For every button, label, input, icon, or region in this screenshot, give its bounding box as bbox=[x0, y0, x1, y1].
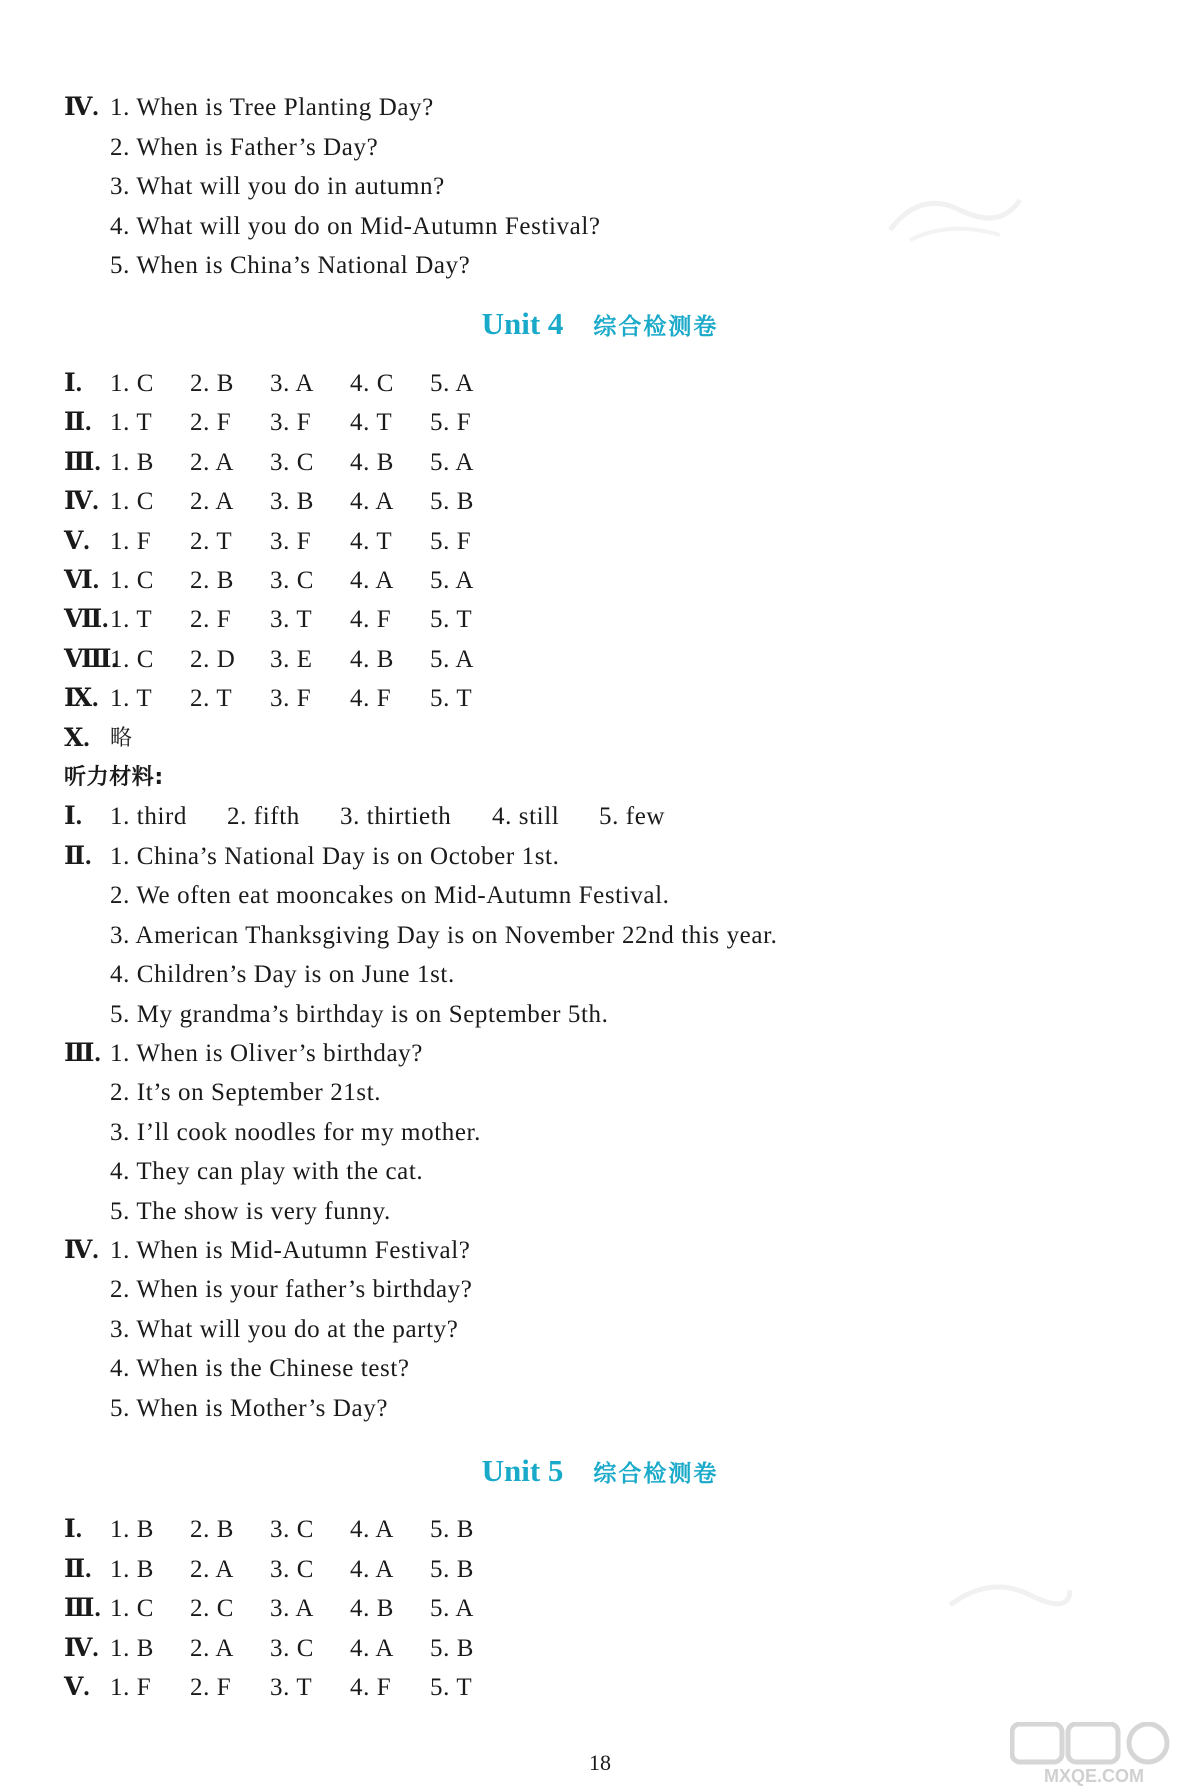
section-label: Ⅲ. bbox=[64, 1595, 101, 1622]
listening-item: 4. When is the Chinese test? bbox=[110, 1355, 410, 1382]
answer-item: 3. C bbox=[270, 1635, 315, 1662]
listening-row bbox=[0, 1113, 1200, 1153]
answer-line bbox=[0, 246, 1200, 286]
answer-row bbox=[0, 482, 1200, 522]
answer-row bbox=[0, 1629, 1200, 1669]
watermark-logo bbox=[1010, 1722, 1178, 1786]
section-label: Ⅰ. bbox=[64, 1516, 82, 1543]
answer-item: 1. C bbox=[110, 370, 155, 397]
listening-item: 1. third bbox=[110, 803, 188, 830]
answer-row bbox=[0, 1510, 1200, 1550]
section-label: Ⅲ. bbox=[64, 449, 101, 476]
unit-heading bbox=[0, 299, 1200, 349]
listening-item: 2. We often eat mooncakes on Mid-Autumn Festival. bbox=[110, 882, 670, 909]
answer-item: 5. A bbox=[430, 567, 475, 594]
answer-item: 5. B bbox=[430, 1556, 475, 1583]
answer-item: 2. D bbox=[190, 646, 236, 673]
answer-item: 1. F bbox=[110, 1674, 152, 1701]
answer-item: 2. F bbox=[190, 409, 232, 436]
listening-item: 1. When is Mid-Autumn Festival? bbox=[110, 1237, 471, 1264]
listening-item: 3. thirtieth bbox=[340, 803, 452, 830]
answer-item: 3. A bbox=[270, 370, 315, 397]
listening-heading-line bbox=[0, 758, 1200, 798]
answer-item: 3. E bbox=[270, 646, 313, 673]
answer-item: 3. F bbox=[270, 409, 312, 436]
answer-item: 5. T bbox=[430, 606, 473, 633]
answer-item: 2. A bbox=[190, 1635, 235, 1662]
listening-item: 4. Children’s Day is on June 1st. bbox=[110, 961, 455, 988]
answer-item: 2. B bbox=[190, 370, 235, 397]
answer-item: 1. T bbox=[110, 606, 153, 633]
section-label: Ⅸ. bbox=[64, 685, 99, 712]
listening-row bbox=[0, 1192, 1200, 1232]
listening-row bbox=[0, 916, 1200, 956]
answer-row bbox=[0, 600, 1200, 640]
unit-title: Unit 5 bbox=[481, 1453, 564, 1488]
answer-row bbox=[0, 522, 1200, 562]
section-label: Ⅴ. bbox=[64, 528, 90, 555]
listening-item: 1. China’s National Day is on October 1st. bbox=[110, 843, 560, 870]
listening-item: 3. What will you do in autumn? bbox=[110, 173, 445, 200]
listening-item: 3. American Thanksgiving Day is on November 22nd this year. bbox=[110, 922, 778, 949]
listening-item: 3. I’ll cook noodles for my mother. bbox=[110, 1119, 481, 1146]
answer-item: 1. C bbox=[110, 567, 155, 594]
answer-item: 4. A bbox=[350, 488, 395, 515]
section-label: Ⅰ. bbox=[64, 370, 82, 397]
answer-item: 2. T bbox=[190, 528, 233, 555]
answer-item: 1. F bbox=[110, 528, 152, 555]
listening-row bbox=[0, 876, 1200, 916]
answer-row bbox=[0, 719, 1200, 759]
section-label: Ⅲ. bbox=[64, 1040, 101, 1067]
section-label: Ⅶ. bbox=[64, 606, 109, 633]
answer-item: 4. A bbox=[350, 567, 395, 594]
answer-item: 4. A bbox=[350, 1556, 395, 1583]
answer-item: 4. T bbox=[350, 409, 393, 436]
answer-item: 4. B bbox=[350, 646, 395, 673]
listening-row bbox=[0, 995, 1200, 1035]
answer-item: 4. B bbox=[350, 1595, 395, 1622]
answer-item: 4. A bbox=[350, 1516, 395, 1543]
listening-item: 5. When is China’s National Day? bbox=[110, 252, 471, 279]
answer-row bbox=[0, 1668, 1200, 1708]
unit-heading bbox=[0, 1446, 1200, 1496]
section-label: Ⅹ. bbox=[64, 725, 90, 752]
answer-item: 5. B bbox=[430, 1635, 475, 1662]
answer-item: 4. A bbox=[350, 1635, 395, 1662]
listening-row bbox=[0, 797, 1200, 837]
answer-item: 1. B bbox=[110, 1635, 155, 1662]
answer-item: 3. C bbox=[270, 567, 315, 594]
answer-item: 1. T bbox=[110, 409, 153, 436]
listening-item: 5. The show is very funny. bbox=[110, 1198, 391, 1225]
listening-item: 5. few bbox=[599, 803, 666, 830]
answer-item: 4. F bbox=[350, 1674, 392, 1701]
listening-item: 2. It’s on September 21st. bbox=[110, 1079, 382, 1106]
listening-item: 5. When is Mother’s Day? bbox=[110, 1395, 389, 1422]
answer-item: 3. F bbox=[270, 528, 312, 555]
answer-item: 3. C bbox=[270, 449, 315, 476]
answer-row bbox=[0, 561, 1200, 601]
faint-stamp-mark bbox=[940, 1565, 1080, 1625]
answer-row bbox=[0, 640, 1200, 680]
answer-item: 5. T bbox=[430, 1674, 473, 1701]
listening-item: 4. still bbox=[492, 803, 560, 830]
answer-item: 5. F bbox=[430, 409, 472, 436]
answer-item: 1. C bbox=[110, 488, 155, 515]
answer-item: 4. F bbox=[350, 685, 392, 712]
answer-item: 2. F bbox=[190, 1674, 232, 1701]
section-label: Ⅱ. bbox=[64, 409, 92, 436]
answer-item: 1. B bbox=[110, 1556, 155, 1583]
listening-heading: 听力材料: bbox=[64, 765, 164, 790]
answer-item: 3. C bbox=[270, 1556, 315, 1583]
answer-item: 4. C bbox=[350, 370, 395, 397]
section-label: Ⅷ. bbox=[64, 646, 118, 673]
answer-item: 1. C bbox=[110, 646, 155, 673]
answer-item: 1. T bbox=[110, 685, 153, 712]
answer-item: 2. B bbox=[190, 567, 235, 594]
answer-item: 3. A bbox=[270, 1595, 315, 1622]
listening-row bbox=[0, 955, 1200, 995]
faint-stamp-mark bbox=[880, 180, 1030, 250]
answer-row bbox=[0, 403, 1200, 443]
answer-item: 2. B bbox=[190, 1516, 235, 1543]
listening-item: 1. When is Tree Planting Day? bbox=[110, 94, 434, 121]
answer-item: 略 bbox=[110, 726, 133, 751]
section-label: Ⅵ. bbox=[64, 567, 99, 594]
watermark-icon bbox=[1010, 1722, 1178, 1786]
section-label: Ⅴ. bbox=[64, 1674, 90, 1701]
unit-title: Unit 4 bbox=[481, 306, 564, 341]
listening-row bbox=[0, 1389, 1200, 1429]
answer-item: 3. T bbox=[270, 1674, 313, 1701]
answer-line bbox=[0, 88, 1200, 128]
listening-item: 2. When is Father’s Day? bbox=[110, 134, 379, 161]
listening-row bbox=[0, 837, 1200, 877]
page-number: 18 bbox=[589, 1750, 611, 1775]
answer-row bbox=[0, 679, 1200, 719]
answer-row bbox=[0, 443, 1200, 483]
listening-item: 5. My grandma’s birthday is on September 5th. bbox=[110, 1001, 609, 1028]
answer-item: 4. T bbox=[350, 528, 393, 555]
answer-item: 5. A bbox=[430, 1595, 475, 1622]
answer-line bbox=[0, 128, 1200, 168]
listening-item: 3. What will you do at the party? bbox=[110, 1316, 459, 1343]
listening-item: 4. They can play with the cat. bbox=[110, 1158, 424, 1185]
listening-row bbox=[0, 1349, 1200, 1389]
answer-item: 5. A bbox=[430, 449, 475, 476]
answer-item: 5. T bbox=[430, 685, 473, 712]
answer-item: 1. C bbox=[110, 1595, 155, 1622]
listening-item: 1. When is Oliver’s birthday? bbox=[110, 1040, 423, 1067]
answer-item: 3. C bbox=[270, 1516, 315, 1543]
listening-item: 2. When is your father’s birthday? bbox=[110, 1276, 473, 1303]
listening-row bbox=[0, 1231, 1200, 1271]
listening-item: 2. fifth bbox=[227, 803, 300, 830]
answer-item: 2. C bbox=[190, 1595, 235, 1622]
unit-subtitle: 综合检测卷 bbox=[593, 1461, 719, 1487]
answer-item: 1. B bbox=[110, 449, 155, 476]
answer-item: 2. A bbox=[190, 449, 235, 476]
answer-item: 2. A bbox=[190, 488, 235, 515]
listening-row bbox=[0, 1310, 1200, 1350]
answer-item: 2. F bbox=[190, 606, 232, 633]
section-label: Ⅳ. bbox=[64, 1635, 99, 1662]
answer-item: 5. A bbox=[430, 646, 475, 673]
section-label: Ⅳ. bbox=[64, 488, 99, 515]
answer-item: 5. B bbox=[430, 1516, 475, 1543]
listening-row bbox=[0, 1073, 1200, 1113]
listening-item: 4. What will you do on Mid-Autumn Festival? bbox=[110, 213, 601, 240]
section-label: Ⅱ. bbox=[64, 843, 92, 870]
answer-item: 5. B bbox=[430, 488, 475, 515]
watermark-text: MXQE.COM bbox=[1043, 1766, 1145, 1786]
answer-item: 5. F bbox=[430, 528, 472, 555]
unit-subtitle: 综合检测卷 bbox=[593, 314, 719, 340]
answer-item: 4. F bbox=[350, 606, 392, 633]
listening-row bbox=[0, 1270, 1200, 1310]
answer-row bbox=[0, 364, 1200, 404]
section-label: Ⅳ. bbox=[64, 1237, 99, 1264]
listening-row bbox=[0, 1152, 1200, 1192]
section-label: Ⅰ. bbox=[64, 803, 82, 830]
answer-item: 2. T bbox=[190, 685, 233, 712]
section-label: Ⅱ. bbox=[64, 1556, 92, 1583]
section-label: Ⅳ. bbox=[64, 94, 99, 121]
answer-item: 5. A bbox=[430, 370, 475, 397]
answer-item: 2. A bbox=[190, 1556, 235, 1583]
answer-item: 1. B bbox=[110, 1516, 155, 1543]
answer-item: 3. B bbox=[270, 488, 315, 515]
answer-item: 4. B bbox=[350, 449, 395, 476]
listening-row bbox=[0, 1034, 1200, 1074]
answer-item: 3. F bbox=[270, 685, 312, 712]
answer-item: 3. T bbox=[270, 606, 313, 633]
